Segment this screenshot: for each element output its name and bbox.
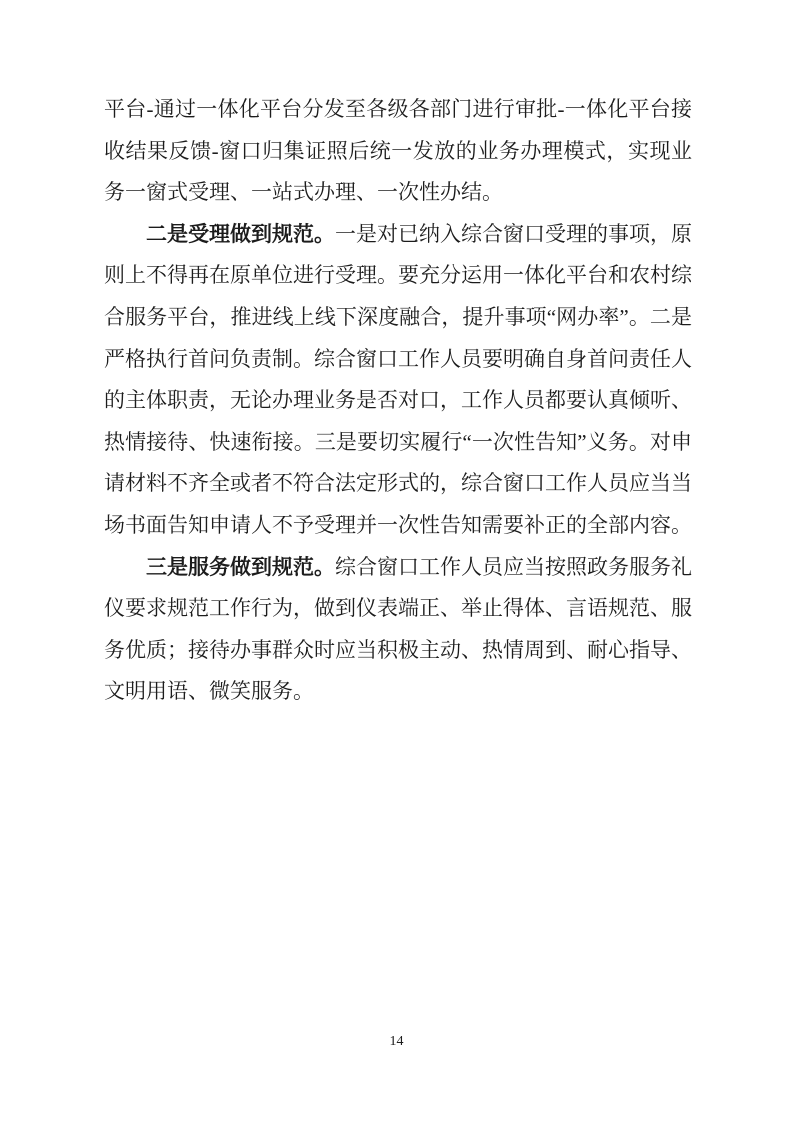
paragraph-text: 综合窗口工作人员应当按照政务服务礼仪要求规范工作行为，做到仪表端正、举止得体、言语规范、服务优质；接待办事群众时应当积极主动、热情周到、耐心指导、文明用语、微笑服务。 <box>104 554 692 704</box>
paragraph-lead: 三是服务做到规范。 <box>146 554 335 579</box>
paragraph-text: 一是对已纳入综合窗口受理的事项，原则上不得再在原单位进行受理。要充分运用一体化平台和农村综合服务平台，推进线上线下深度融合，提升事项“网办率”。二是严格执行首问负责制。综合窗口工作人员要明确自身首问责任人的主体职责，无论办理业务是否对口，工作人员都要认真倾听、热情接待、快速衔接。三是要切实履行“一次性告知”义务。对申请材料不齐全或者不符合法定形式的，综合窗口工作人员应当当场书面告知申请人不予受理并一次性告知需要补正的全部内容。 <box>104 221 692 537</box>
paragraph-section-2 <box>104 214 692 547</box>
page-footer <box>0 1032 793 1050</box>
paragraph-lead: 二是受理做到规范。 <box>146 221 335 246</box>
paragraph-section-3 <box>104 547 692 713</box>
paragraph-text: 平台-通过一体化平台分发至各级各部门进行审批-一体化平台接收结果反馈-窗口归集证照后统一发放的业务办理模式，实现业务一窗式受理、一站式办理、一次性办结。 <box>104 97 692 205</box>
paragraph-continuation <box>104 89 692 214</box>
document-body <box>104 89 692 713</box>
page-number: 14 <box>389 1034 404 1049</box>
